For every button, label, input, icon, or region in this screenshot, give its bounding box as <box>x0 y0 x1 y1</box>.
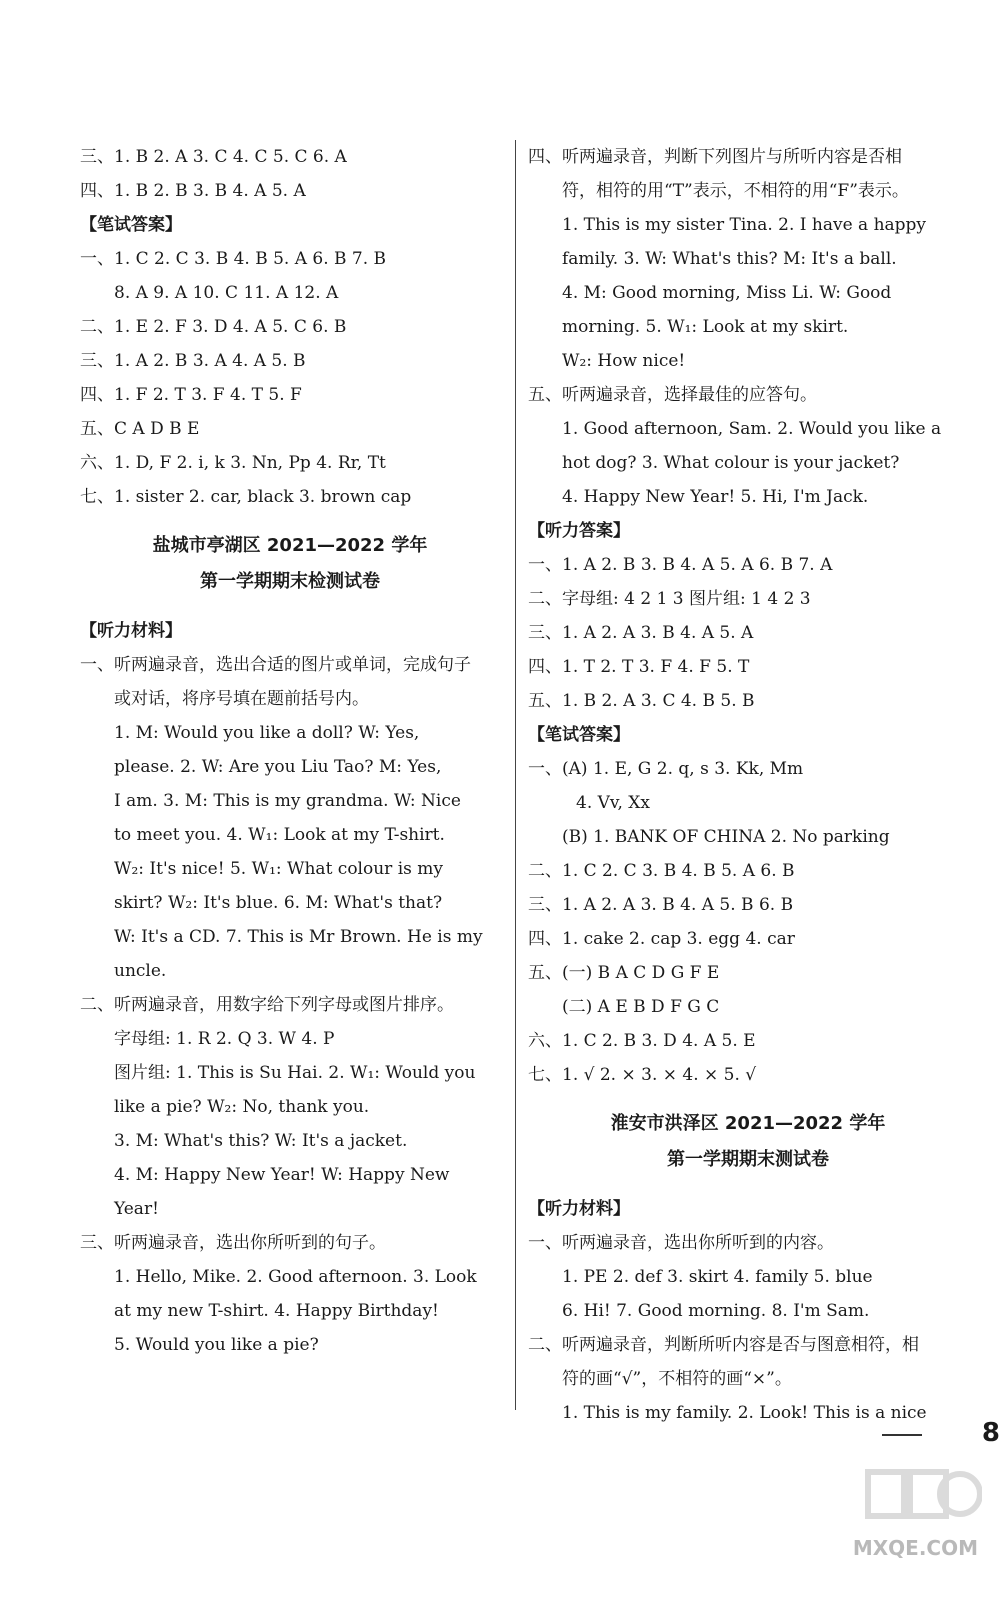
spacer <box>80 600 500 614</box>
text-line: (B) 1. BANK OF CHINA 2. No parking <box>562 827 890 847</box>
text-line: I am. 3. M: This is my grandma. W: Nice <box>114 791 461 811</box>
text-line: morning. 5. W₁: Look at my skirt. <box>562 317 849 337</box>
section-heading: 【听力材料】 <box>528 1199 630 1219</box>
text-line: to meet you. 4. W₁: Look at my T-shirt. <box>114 825 445 845</box>
text-line: uncle. <box>114 961 167 981</box>
text-line: 字母组: 1. R 2. Q 3. W 4. P <box>114 1029 335 1049</box>
text-line: 三、1. A 2. B 3. A 4. A 5. B <box>80 351 306 371</box>
text-line: 或对话，将序号填在题前括号内。 <box>114 689 369 709</box>
section-heading: 【听力答案】 <box>528 521 630 541</box>
text-line: 1. PE 2. def 3. skirt 4. family 5. blue <box>562 1267 873 1287</box>
page-number: 8 <box>981 1418 1000 1448</box>
text-line: 4. Happy New Year! 5. Hi, I'm Jack. <box>562 487 869 507</box>
text-line: 三、听两遍录音，选出你所听到的句子。 <box>80 1233 386 1253</box>
section-heading: 【笔试答案】 <box>528 725 630 745</box>
text-line: 五、听两遍录音，选择最佳的应答句。 <box>528 385 817 405</box>
text-line: 8. A 9. A 10. C 11. A 12. A <box>114 283 339 303</box>
text-line: 五、1. B 2. A 3. C 4. B 5. B <box>528 691 755 711</box>
text-line: at my new T-shirt. 4. Happy Birthday! <box>114 1301 439 1321</box>
text-line: 二、听两遍录音，用数字给下列字母或图片排序。 <box>80 995 454 1015</box>
right-column <box>528 140 968 1430</box>
text-line: 一、1. C 2. C 3. B 4. B 5. A 6. B 7. B <box>80 249 387 269</box>
text-line: 四、1. F 2. T 3. F 4. T 5. F <box>80 385 302 405</box>
text-line: 1. This is my sister Tina. 2. I have a happy <box>562 215 927 235</box>
spacer <box>80 514 500 528</box>
text-line: 4. M: Good morning, Miss Li. W: Good <box>562 283 892 303</box>
section-title: 第一学期期末检测试卷 <box>200 571 380 592</box>
text-line: like a pie? W₂: No, thank you. <box>114 1097 370 1117</box>
text-line: 四、听两遍录音，判断下列图片与所听内容是否相 <box>528 147 902 167</box>
text-line: 3. M: What's this? W: It's a jacket. <box>114 1131 408 1151</box>
text-line: 符的画“√”，不相符的画“×”。 <box>562 1369 792 1389</box>
text-line: (二) A E B D F G C <box>562 997 720 1017</box>
text-line: 6. Hi! 7. Good morning. 8. I'm Sam. <box>562 1301 870 1321</box>
spacer <box>528 1092 968 1106</box>
watermark-logo-icon <box>862 1460 982 1530</box>
text-line: hot dog? 3. What colour is your jacket? <box>562 453 900 473</box>
text-line: 七、1. sister 2. car, black 3. brown cap <box>80 487 412 507</box>
text-line: W₂: How nice! <box>562 351 686 371</box>
text-line: 1. Good afternoon, Sam. 2. Would you like a <box>562 419 942 439</box>
text-line: please. 2. W: Are you Liu Tao? M: Yes, <box>114 757 442 777</box>
text-line: 三、1. A 2. A 3. B 4. A 5. A <box>528 623 754 643</box>
section-title: 盐城市亭湖区 2021—2022 学年 <box>152 535 428 556</box>
text-line: 七、1. √ 2. × 3. × 4. × 5. √ <box>528 1065 757 1085</box>
text-line: 1. Hello, Mike. 2. Good afternoon. 3. Look <box>114 1267 477 1287</box>
text-line: 二、字母组: 4 2 1 3 图片组: 1 4 2 3 <box>528 589 811 609</box>
left-column <box>80 140 500 1362</box>
text-line: 符，相符的用“T”表示，不相符的用“F”表示。 <box>562 181 909 201</box>
watermark-url: MXQE.COM <box>852 1536 978 1560</box>
text-line: 二、1. E 2. F 3. D 4. A 5. C 6. B <box>80 317 347 337</box>
text-line: W₂: It's nice! 5. W₁: What colour is my <box>114 859 444 879</box>
text-line: 二、听两遍录音，判断所听内容是否与图意相符，相 <box>528 1335 919 1355</box>
text-line: 四、1. cake 2. cap 3. egg 4. car <box>528 929 795 949</box>
section-title: 第一学期期末测试卷 <box>667 1149 829 1170</box>
text-line: 四、1. T 2. T 3. F 4. F 5. T <box>528 657 750 677</box>
text-line: 二、1. C 2. C 3. B 4. B 5. A 6. B <box>528 861 795 881</box>
text-line: 1. M: Would you like a doll? W: Yes, <box>114 723 420 743</box>
section-heading: 【笔试答案】 <box>80 215 182 235</box>
text-line: 六、1. D, F 2. i, k 3. Nn, Pp 4. Rr, Tt <box>80 453 386 473</box>
text-line: 五、C A D B E <box>80 419 200 439</box>
column-divider <box>515 140 516 1410</box>
text-line: family. 3. W: What's this? M: It's a ball. <box>562 249 897 269</box>
folio-dash <box>882 1434 922 1436</box>
text-line: 5. Would you like a pie? <box>114 1335 319 1355</box>
text-line: 4. Vv, Xx <box>576 793 650 813</box>
text-line: 三、1. B 2. A 3. C 4. C 5. C 6. A <box>80 147 347 167</box>
text-line: 图片组: 1. This is Su Hai. 2. W₁: Would you <box>114 1063 476 1083</box>
text-line: 一、听两遍录音，选出你所听到的内容。 <box>528 1233 834 1253</box>
text-line: 一、听两遍录音，选出合适的图片或单词，完成句子 <box>80 655 471 675</box>
text-line: 三、1. A 2. A 3. B 4. A 5. B 6. B <box>528 895 794 915</box>
text-line: Year! <box>114 1199 159 1219</box>
text-line: 一、1. A 2. B 3. B 4. A 5. A 6. B 7. A <box>528 555 833 575</box>
text-line: 五、(一) B A C D G F E <box>528 963 720 983</box>
section-title: 淮安市洪泽区 2021—2022 学年 <box>610 1113 886 1134</box>
text-line: W: It's a CD. 7. This is Mr Brown. He is my <box>114 927 483 947</box>
text-line: 四、1. B 2. B 3. B 4. A 5. A <box>80 181 306 201</box>
text-line: 六、1. C 2. B 3. D 4. A 5. E <box>528 1031 756 1051</box>
text-line: 1. This is my family. 2. Look! This is a nice <box>562 1403 927 1423</box>
spacer <box>528 1178 968 1192</box>
section-heading: 【听力材料】 <box>80 621 182 641</box>
text-line: 4. M: Happy New Year! W: Happy New <box>114 1165 450 1185</box>
text-line: skirt? W₂: It's blue. 6. M: What's that? <box>114 893 443 913</box>
text-line: 一、(A) 1. E, G 2. q, s 3. Kk, Mm <box>528 759 804 779</box>
